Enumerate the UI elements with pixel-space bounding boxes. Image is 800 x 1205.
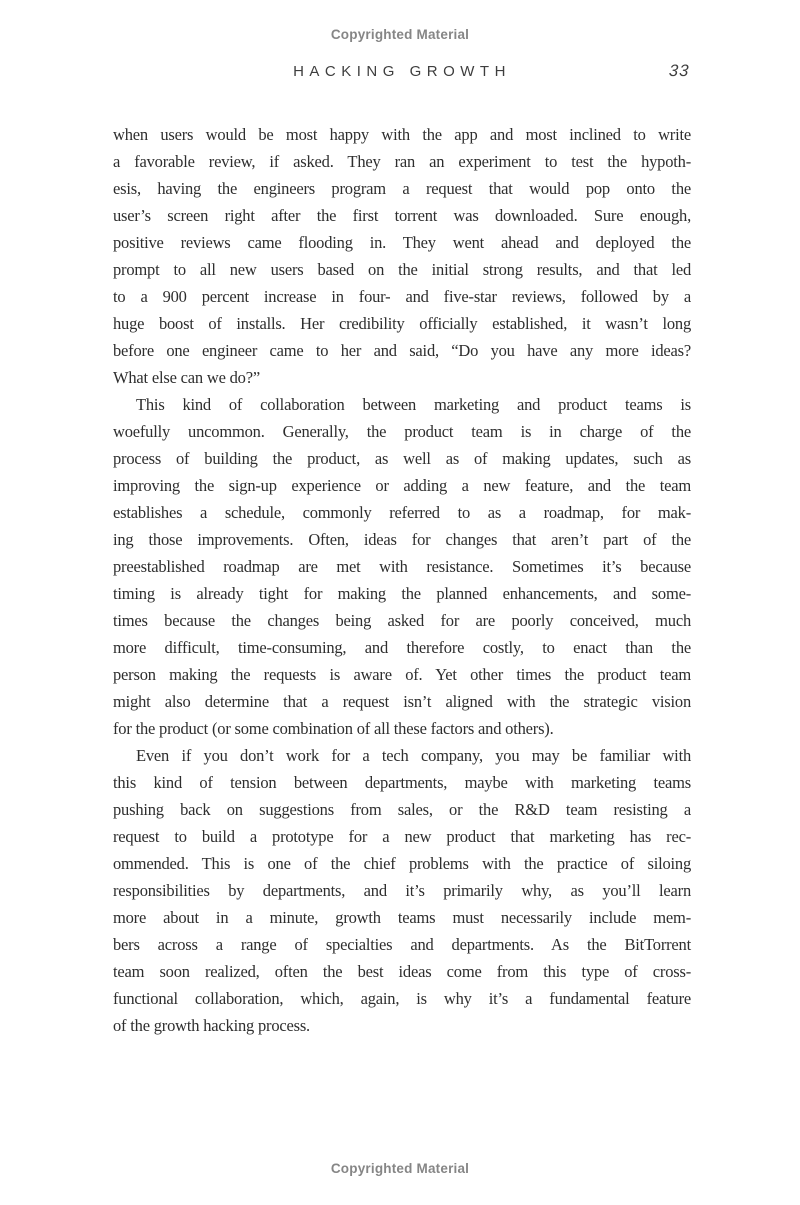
text-line: timing is already tight for making the planned enhancements, and some- <box>113 584 691 603</box>
page-header <box>113 63 691 85</box>
text-line: woefully uncommon. Generally, the product team is in charge of the <box>113 422 691 441</box>
text-line: team soon realized, often the best ideas come from this type of cross- <box>113 962 691 981</box>
text-line: for the product (or some combination of all these factors and others). <box>113 719 554 738</box>
text-line: request to build a prototype for a new product that marketing has rec- <box>113 827 691 846</box>
text-line: Even if you don’t work for a tech company, you may be familiar with <box>136 746 691 765</box>
paragraph <box>113 121 691 391</box>
text-line: responsibilities by departments, and it’s primarily why, as you’ll learn <box>113 881 691 900</box>
text-line: ommended. This is one of the chief problems with the practice of siloing <box>113 854 691 873</box>
paragraph <box>113 391 691 742</box>
text-line: bers across a range of specialties and departments. As the BitTorrent <box>113 935 691 954</box>
text-line: functional collaboration, which, again, is why it’s a fundamental feature <box>113 989 691 1008</box>
text-line: times because the changes being asked for are poorly conceived, much <box>113 611 691 630</box>
text-line: prompt to all new users based on the initial strong results, and that led <box>113 260 691 279</box>
text-line: a favorable review, if asked. They ran an experiment to test the hypoth- <box>113 152 691 171</box>
text-line: when users would be most happy with the app and most inclined to write <box>113 125 691 144</box>
text-line: of the growth hacking process. <box>113 1016 310 1035</box>
copyright-notice-top: Copyrighted Material <box>330 27 470 42</box>
text-line: more difficult, time-consuming, and therefore costly, to enact than the <box>113 638 691 657</box>
text-line: huge boost of installs. Her credibility officially established, it wasn’t long <box>113 314 691 333</box>
text-line: this kind of tension between departments, maybe with marketing teams <box>113 773 691 792</box>
text-line: to a 900 percent increase in four- and five-star reviews, followed by a <box>113 287 691 306</box>
text-line: pushing back on suggestions from sales, or the R&D team resisting a <box>113 800 691 819</box>
running-head-title: HACKING GROWTH <box>293 63 511 80</box>
text-line: positive reviews came flooding in. They went ahead and deployed the <box>113 233 691 252</box>
body-text <box>113 121 691 1039</box>
text-line: before one engineer came to her and said, “Do you have any more ideas? <box>113 341 691 360</box>
text-line: user’s screen right after the first torrent was downloaded. Sure enough, <box>113 206 691 225</box>
text-line: person making the requests is aware of. Yet other times the product team <box>113 665 691 684</box>
text-line: preestablished roadmap are met with resistance. Sometimes it’s because <box>113 557 691 576</box>
text-line: more about in a minute, growth teams must necessarily include mem- <box>113 908 691 927</box>
text-line: process of building the product, as well as of making updates, such as <box>113 449 691 468</box>
text-line: What else can we do?” <box>113 368 260 387</box>
text-line: ing those improvements. Often, ideas for changes that aren’t part of the <box>113 530 691 549</box>
text-line: esis, having the engineers program a request that would pop onto the <box>113 179 691 198</box>
paragraph <box>113 742 691 1039</box>
text-line: might also determine that a request isn’t aligned with the strategic vision <box>113 692 691 711</box>
text-line: establishes a schedule, commonly referred to as a roadmap, for mak- <box>113 503 691 522</box>
page-number: 33 <box>668 62 690 80</box>
text-line: This kind of collaboration between marketing and product teams is <box>136 395 691 414</box>
text-line: improving the sign-up experience or adding a new feature, and the team <box>113 476 691 495</box>
copyright-notice-bottom: Copyrighted Material <box>330 1161 470 1176</box>
